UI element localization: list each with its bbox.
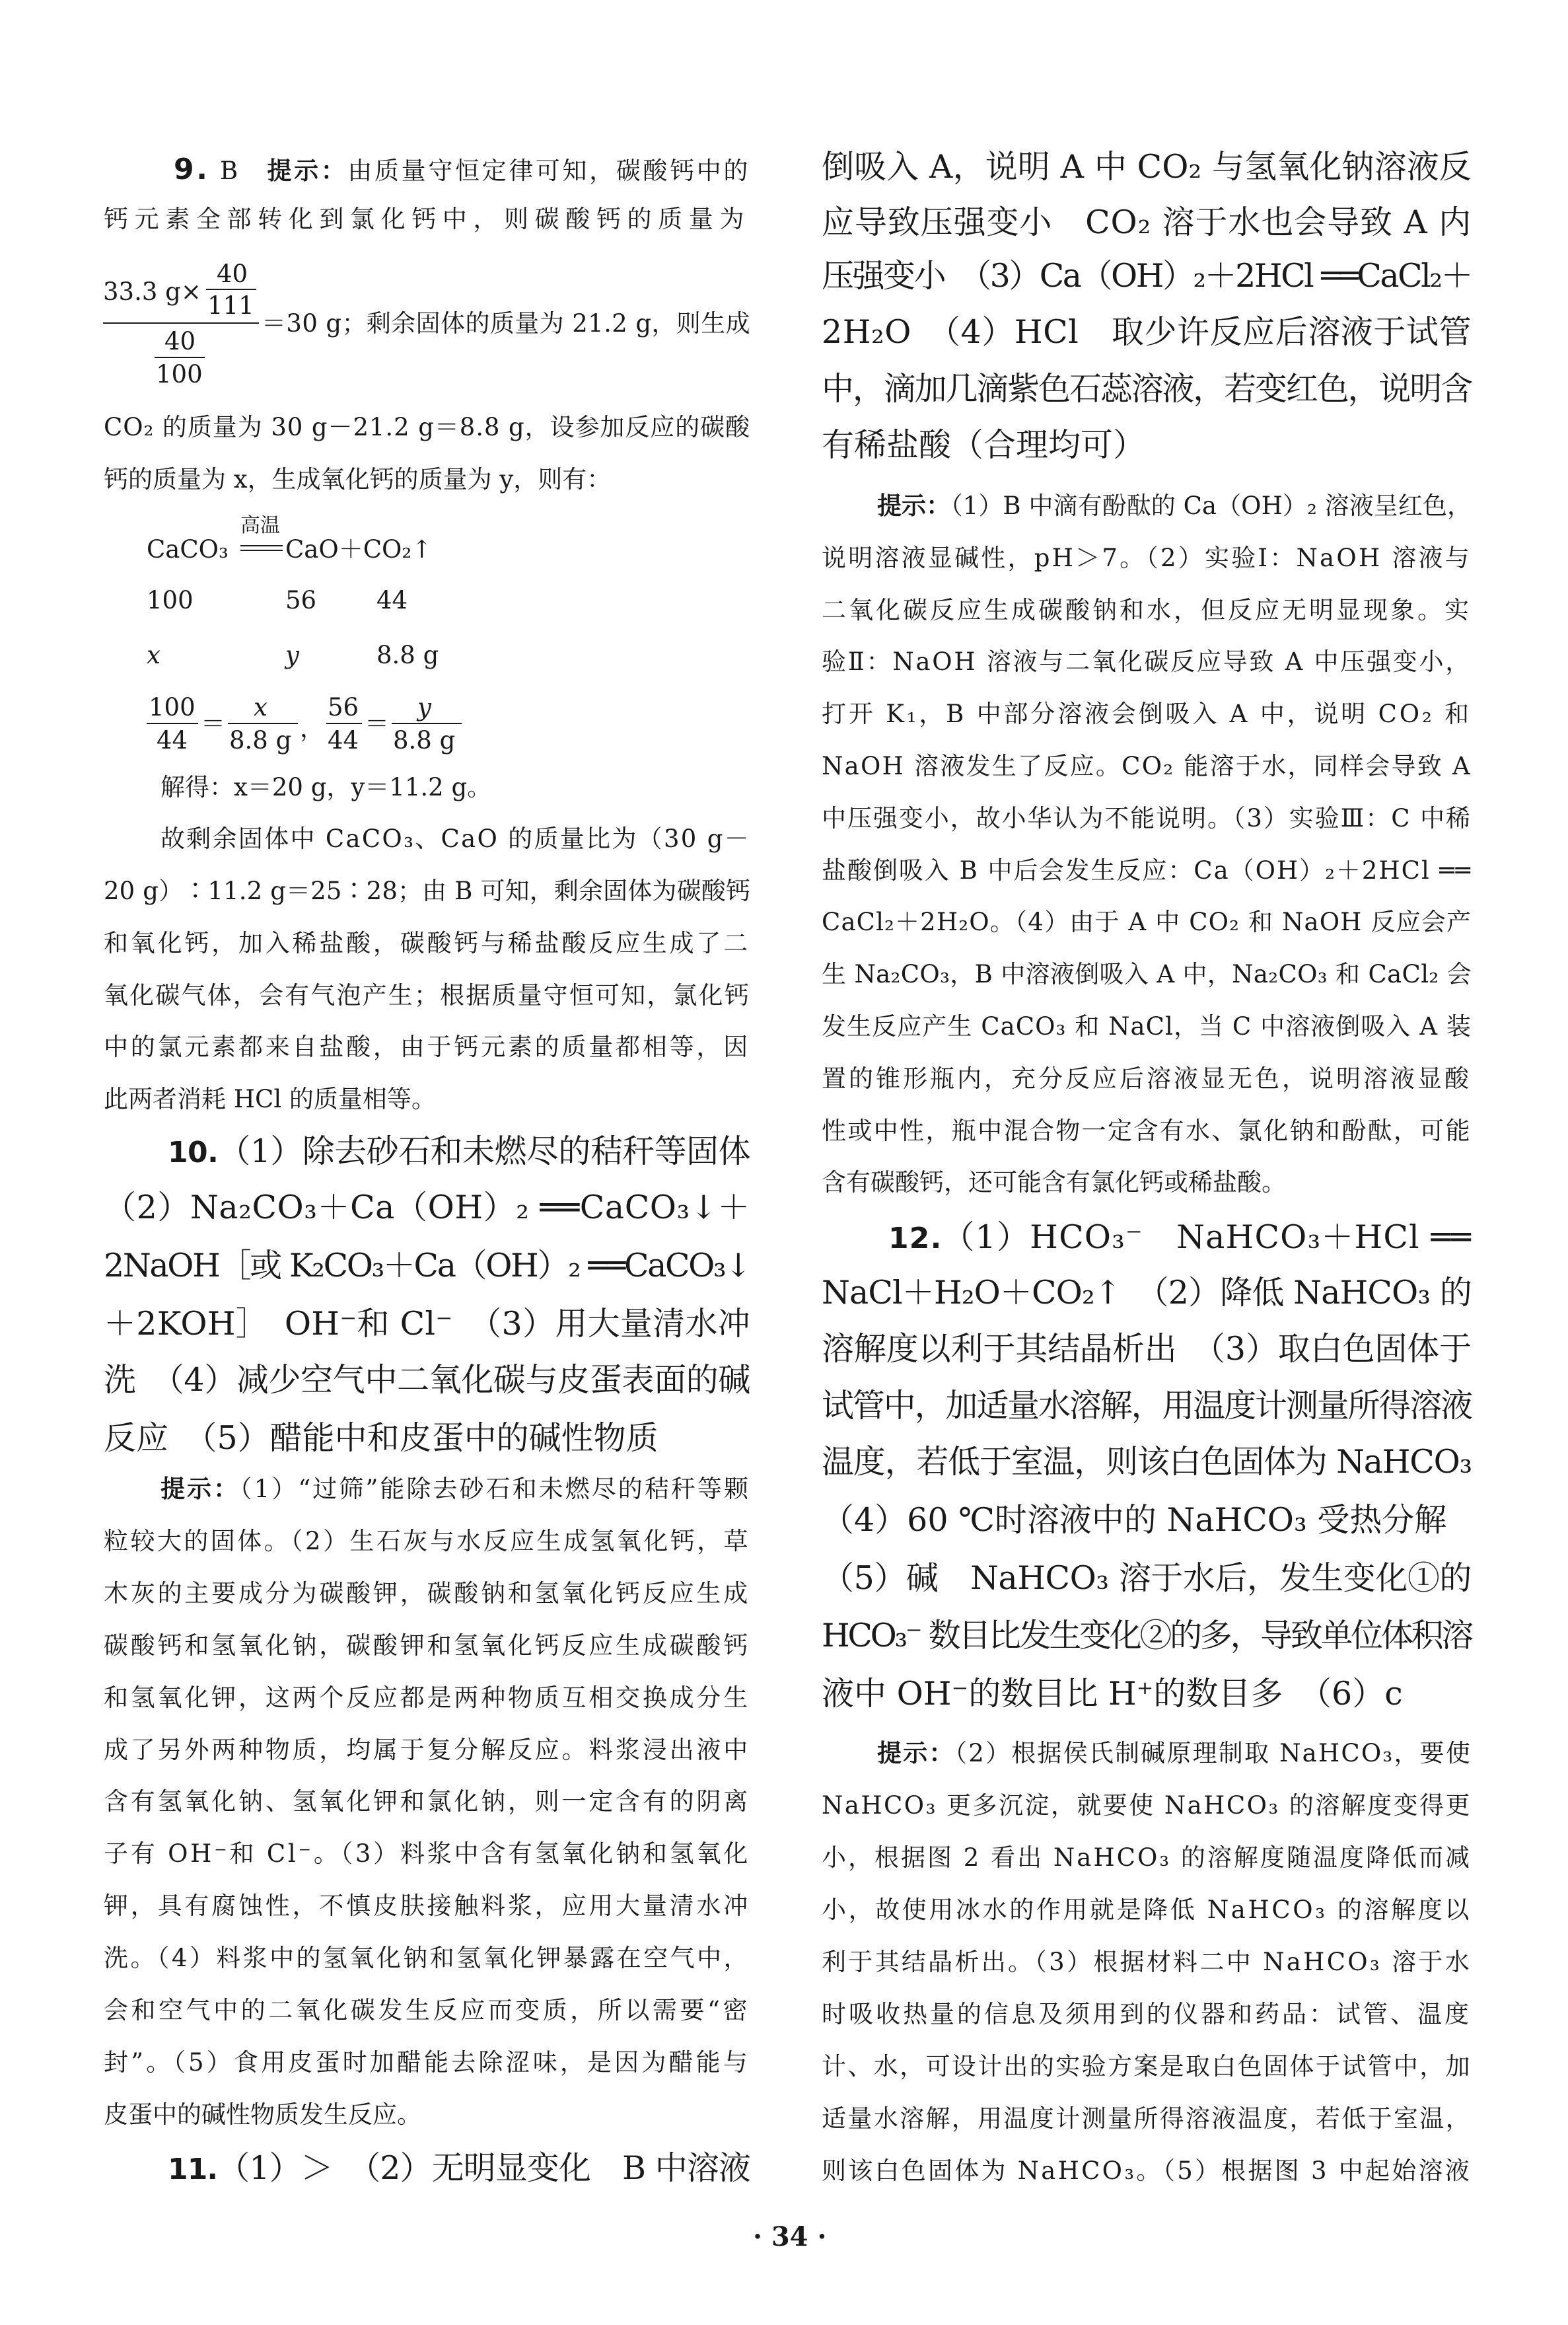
text-segment: 应导致压强变小 CO₂ 溶于水也会导致 A 内 xyxy=(822,203,1472,241)
right-text-line xyxy=(822,426,1145,465)
text-segment: 洗 （4）减少空气中二氧化碳与皮蛋表面的碱 xyxy=(104,1360,750,1399)
mass-value: 8.8 g xyxy=(376,641,439,669)
prop-numerator: x xyxy=(254,693,267,721)
text-segment: 时吸收热量的信息及须用到的仪器和药品：试管、温度 xyxy=(822,2000,1472,2029)
text-segment: NaHCO₃ 更多沉淀，就要使 NaHCO₃ 的溶解度变得更 xyxy=(822,1791,1472,1820)
right-text-line xyxy=(822,1675,1403,1714)
left-text-line xyxy=(104,877,750,906)
right-text-line xyxy=(822,370,1472,409)
right-text-line xyxy=(822,313,1472,352)
text-segment: 生 Na₂CO₃，B 中溶液倒吸入 A 中，Na₂CO₃ 和 CaCl₂ 会 xyxy=(822,960,1472,989)
equation-condition: 高温 xyxy=(240,514,280,537)
left-text-line xyxy=(174,153,750,188)
text-segment: 2H₂O （4）HCl 取少许反应后溶液于试管 xyxy=(822,313,1472,351)
text-segment: 含有氢氧化钠、氢氧化钾和氯化钠，则一定含有的阴离 xyxy=(104,1787,750,1816)
text-segment: 小，故使用冰水的作用就是降低 NaHCO₃ 的溶解度以 xyxy=(822,1896,1472,1925)
main-fraction-bar xyxy=(103,322,259,324)
text-segment: 粒较大的固体。（2）生石灰与水反应生成氢氧化钙，草 xyxy=(104,1526,750,1555)
right-text-line xyxy=(822,596,1472,625)
left-text-line xyxy=(104,1247,750,1286)
text-segment: 碳酸钙和氢氧化钠，碳酸钾和氢氧化钙反应生成碳酸钙 xyxy=(104,1631,750,1660)
text-segment: 中的氯元素都来自盐酸，由于钙元素的质量都相等，因 xyxy=(104,1033,750,1062)
text-segment: B xyxy=(209,157,267,186)
left-text-line xyxy=(104,1085,436,1114)
left-text-line xyxy=(104,1787,750,1816)
left-text-line xyxy=(160,825,750,854)
question-number: 11. xyxy=(168,2152,218,2186)
text-segment: 中压强变小，故小华认为不能说明。（3）实验Ⅲ：C 中稀 xyxy=(822,803,1472,832)
text-segment: 小，根据图 2 看出 NaHCO₃ 的溶解度随温度降低而减 xyxy=(822,1843,1472,1872)
text-segment: 利于其结晶析出。（3）根据材料二中 NaHCO₃ 溶于水 xyxy=(822,1948,1472,1977)
fraction-bar xyxy=(206,289,256,290)
right-text-line xyxy=(822,1948,1472,1977)
text-segment: 盐酸倒吸入 B 中后会发生反应：Ca（OH）₂＋2HCl ══ xyxy=(822,856,1472,885)
text-segment: （2）Na₂CO₃＋Ca（OH）₂ ══CaCO₃↓＋ xyxy=(104,1188,750,1226)
text-segment: 由质量守恒定律可知，碳酸钙中的 xyxy=(347,157,750,186)
right-text-line xyxy=(822,1559,1472,1598)
left-text-line xyxy=(104,1419,659,1458)
text-segment: NaCl＋H₂O＋CO₂↑ （2）降低 NaHCO₃ 的 xyxy=(822,1273,1472,1311)
text-segment: 氧化碳气体，会有气泡产生；根据质量守恒可知，氯化钙 xyxy=(104,981,750,1010)
ratio-value: 44 xyxy=(376,586,408,614)
right-text-line xyxy=(822,1387,1472,1426)
text-segment: 中，滴加几滴紫色石蕊溶液，若变红色，说明含 xyxy=(822,369,1472,408)
text-segment: 置的锥形瓶内，充分反应后溶液显无色，说明溶液显酸 xyxy=(822,1064,1472,1093)
right-text-line xyxy=(822,1330,1472,1369)
text-segment: 发生反应产生 CaCO₃ 和 NaCl，当 C 中溶液倒吸入 A 装 xyxy=(822,1012,1472,1041)
text-segment: 试管中，加适量水溶解，用温度计测量所得溶液 xyxy=(822,1386,1472,1424)
right-text-line xyxy=(822,2157,1472,2186)
right-text-line xyxy=(877,492,1472,521)
text-segment: （1）HCO₃⁻ NaHCO₃＋HCl ══ xyxy=(942,1218,1472,1256)
comma: ， xyxy=(300,714,324,743)
question-number: 9. xyxy=(174,153,210,187)
right-text-line xyxy=(822,700,1472,729)
fraction-numerator: 40 xyxy=(164,327,196,355)
text-segment: 此两者消耗 HCl 的质量相等。 xyxy=(104,1085,436,1114)
text-segment: 2NaOH［或 K₂CO₃＋Ca（OH）₂ ══CaCO₃↓ xyxy=(104,1246,750,1284)
right-text-line xyxy=(822,1117,1472,1146)
text-segment: 说明溶液显碱性，pH＞7。（2）实验Ⅰ：NaOH 溶液与 xyxy=(822,543,1472,572)
question-number: 12. xyxy=(888,1221,943,1255)
hint-label: 提示： xyxy=(877,1739,955,1768)
prop-denominator: 44 xyxy=(328,726,359,755)
right-text-line xyxy=(822,1064,1472,1093)
text-segment: 性或中性，瓶中混合物一定含有水、氯化钠和酚酞，可能 xyxy=(822,1116,1472,1145)
numerator-prefix: 33.3 g× xyxy=(103,277,201,306)
right-text-line xyxy=(822,148,1472,187)
hint-label: 提示： xyxy=(160,1475,240,1504)
prop-numerator: 100 xyxy=(149,693,196,721)
question-number: 10. xyxy=(168,1135,219,1169)
text-segment: （5）碱 NaHCO₃ 溶于水后，发生变化①的 xyxy=(822,1559,1472,1597)
text-segment: ＋2KOH］ OH⁻和 Cl⁻ （3）用大量清水冲 xyxy=(104,1304,750,1343)
right-text-line xyxy=(822,1012,1472,1041)
prop-denominator: 8.8 g xyxy=(393,726,456,755)
text-segment: 溶解度以利于其结晶析出 （3）取白色固体于 xyxy=(822,1329,1472,1368)
hint-label: 提示： xyxy=(877,492,951,521)
text-segment: 温度，若低于室温，则该白色固体为 NaHCO₃ xyxy=(822,1442,1472,1481)
mass-result-text: ＝30 g；剩余固体的质量为 21.2 g，则生成 xyxy=(262,309,750,338)
fraction-denominator: 100 xyxy=(156,360,203,388)
right-text-line xyxy=(822,2104,1472,2133)
text-segment: 会和空气中的二氧化碳发生反应而变质，所以需要“密 xyxy=(104,1996,750,2025)
fraction-numerator: 40 xyxy=(217,260,248,288)
text-segment: 含有碳酸钙，还可能含有氯化钙或稀盐酸。 xyxy=(822,1168,1286,1197)
text-segment: 验Ⅱ：NaOH 溶液与二氧化碳反应导致 A 中压强变小， xyxy=(822,647,1472,677)
text-segment: 子有 OH⁻和 Cl⁻。（3）料浆中含有氢氧化钠和氢氧化 xyxy=(104,1839,750,1868)
left-text-line xyxy=(104,2100,421,2129)
left-text-line xyxy=(168,1132,750,1171)
text-segment: 压强变小 （3）Ca（OH）₂＋2HCl ══CaCl₂＋ xyxy=(822,256,1472,295)
right-text-line xyxy=(822,2000,1472,2029)
fraction-bar xyxy=(147,723,198,724)
page-number: · 34 · xyxy=(753,2221,827,2252)
text-segment: 封”。（5）食用皮蛋时加醋能去除涩味，是因为醋能与 xyxy=(104,2048,750,2077)
mass-value: x xyxy=(147,641,160,669)
right-text-line xyxy=(822,960,1472,989)
right-text-line xyxy=(822,1168,1286,1197)
fraction-bar xyxy=(228,723,298,724)
text-segment: （1）B 中滴有酚酞的 Ca（OH）₂ 溶液呈红色， xyxy=(950,492,1472,521)
text-segment: 倒吸入 A，说明 A 中 CO₂ 与氢氧化钠溶液反 xyxy=(822,147,1472,186)
prop-numerator: y xyxy=(417,693,431,721)
text-segment: （1）＞ （2）无明显变化 B 中溶液 xyxy=(217,2149,750,2187)
right-text-line xyxy=(822,1843,1472,1872)
right-text-line xyxy=(822,856,1472,885)
right-text-line xyxy=(822,1501,1446,1540)
left-text-line xyxy=(104,1631,750,1660)
text-segment: 故剩余固体中 CaCO₃、CaO 的质量比为（30 g－ xyxy=(160,825,750,854)
text-segment: 解得：x＝20 g，y＝11.2 g。 xyxy=(160,773,492,802)
fraction-denominator: 111 xyxy=(207,291,254,320)
text-segment: 皮蛋中的碱性物质发生反应。 xyxy=(104,2100,421,2129)
text-segment: 20 g）∶11.2 g＝25∶28；由 B 可知，剩余固体为碳酸钙 xyxy=(104,877,750,906)
text-segment: 适量水溶解，用温度计测量所得溶液温度，若低于室温， xyxy=(822,2104,1472,2133)
text-segment: 钙的质量为 x，生成氧化钙的质量为 y，则有： xyxy=(104,465,612,494)
left-text-line xyxy=(104,1579,750,1608)
right-text-line xyxy=(822,908,1472,937)
right-text-line xyxy=(822,647,1472,677)
right-text-line xyxy=(822,1274,1472,1313)
text-segment: 打开 K₁，B 中部分溶液会倒吸入 A 中，说明 CO₂ 和 xyxy=(822,700,1472,729)
left-text-line xyxy=(104,929,750,958)
text-segment: （4）60 ℃时溶液中的 NaHCO₃ 受热分解 xyxy=(822,1500,1447,1539)
left-text-line xyxy=(104,1683,750,1713)
text-segment: （1）除去砂石和未燃尽的秸秆等固体 xyxy=(218,1132,750,1170)
text-segment: HCO₃⁻ 数目比发生变化②的多，导致单位体积溶 xyxy=(822,1616,1472,1654)
equals-sign: ＝ xyxy=(201,710,225,738)
text-segment: 和氢氧化钾，这两个反应都是两种物质互相交换成分生 xyxy=(104,1683,750,1712)
text-segment: 液中 OH⁻的数目比 H⁺的数目多 （6）c xyxy=(822,1674,1403,1713)
left-text-line xyxy=(160,773,491,802)
left-text-line xyxy=(104,1996,750,2025)
left-text-line xyxy=(104,1361,750,1400)
prop-numerator: 56 xyxy=(328,693,359,721)
fraction-bar xyxy=(326,723,362,724)
left-text-line xyxy=(104,1892,750,1921)
left-text-line xyxy=(104,981,750,1010)
right-text-line xyxy=(822,1443,1472,1482)
right-text-line xyxy=(822,752,1472,781)
fraction-bar xyxy=(392,723,462,724)
equation-line xyxy=(240,545,283,546)
text-segment: 则该白色固体为 NaHCO₃。（5）根据图 3 中起始溶液 xyxy=(822,2157,1472,2186)
left-text-line xyxy=(168,2149,750,2188)
text-segment: 计、水，可设计出的实验方案是取白色固体于试管中，加 xyxy=(822,2052,1472,2081)
left-text-line xyxy=(104,413,750,442)
left-text-line xyxy=(104,1527,750,1556)
right-text-line xyxy=(822,203,1472,242)
right-text-line xyxy=(822,2052,1472,2081)
left-text-line xyxy=(104,1736,750,1765)
text-segment: 有稀盐酸（合理均可） xyxy=(822,425,1146,464)
text-segment: 和氧化钙，加入稀盐酸，碳酸钙与稀盐酸反应生成了二 xyxy=(104,929,750,958)
left-text-line xyxy=(160,1475,750,1504)
right-text-line xyxy=(822,544,1472,573)
equals-sign: ＝ xyxy=(365,710,389,738)
left-text-line xyxy=(104,1944,750,1973)
text-segment: 钙元素全部转化到氯化钙中，则碳酸钙的质量为 xyxy=(104,205,750,234)
right-text-line xyxy=(822,1896,1472,1925)
left-text-line xyxy=(104,1305,750,1344)
prop-denominator: 44 xyxy=(157,726,188,755)
right-text-line xyxy=(888,1218,1472,1257)
left-text-line xyxy=(104,2048,750,2077)
fraction-bar xyxy=(155,357,205,358)
text-segment: 钾，具有腐蚀性，不慎皮肤接触料浆，应用大量清水冲 xyxy=(104,1892,750,1921)
text-segment: 反应 （5）醋能中和皮蛋中的碱性物质 xyxy=(104,1419,659,1457)
text-segment: 二氧化碳反应生成碳酸钠和水，但反应无明显现象。实 xyxy=(822,595,1472,624)
ratio-value: 100 xyxy=(147,586,194,614)
equation-reactant: CaCO₃ xyxy=(147,535,229,564)
right-text-line xyxy=(822,257,1472,296)
right-text-line xyxy=(822,1791,1472,1820)
right-text-line xyxy=(822,1617,1472,1656)
text-segment: CaCl₂＋2H₂O。（4）由于 A 中 CO₂ 和 NaOH 反应会产 xyxy=(822,908,1472,937)
right-text-line xyxy=(822,804,1472,833)
left-text-line xyxy=(104,205,750,234)
text-segment: 洗。（4）料浆中的氢氧化钠和氢氧化钾暴露在空气中， xyxy=(104,1944,750,1973)
left-text-line xyxy=(104,465,611,494)
hint-label: 提示： xyxy=(267,157,348,186)
text-segment: NaOH 溶液发生了反应。CO₂ 能溶于水，同样会导致 A xyxy=(822,752,1472,781)
mass-value: y xyxy=(285,641,299,669)
text-segment: （1）“过筛”能除去砂石和未燃尽的秸秆等颗 xyxy=(240,1475,750,1504)
ratio-value: 56 xyxy=(285,586,317,614)
left-text-line xyxy=(104,1839,750,1868)
left-text-line xyxy=(104,1189,750,1228)
text-segment: 成了另外两种物质，均属于复分解反应。料浆浸出液中 xyxy=(104,1735,750,1764)
prop-denominator: 8.8 g xyxy=(229,726,292,755)
equation-line xyxy=(240,550,283,551)
left-text-line xyxy=(104,1033,750,1062)
right-text-line xyxy=(877,1739,1472,1768)
text-segment: CO₂ 的质量为 30 g－21.2 g＝8.8 g，设参加反应的碳酸 xyxy=(104,413,750,442)
equation-products: CaO＋CO₂↑ xyxy=(285,535,433,564)
text-segment: 木灰的主要成分为碳酸钾，碳酸钠和氢氧化钙反应生成 xyxy=(104,1578,750,1607)
text-segment: （2）根据侯氏制碱原理制取 NaHCO₃，要使 xyxy=(954,1739,1472,1768)
